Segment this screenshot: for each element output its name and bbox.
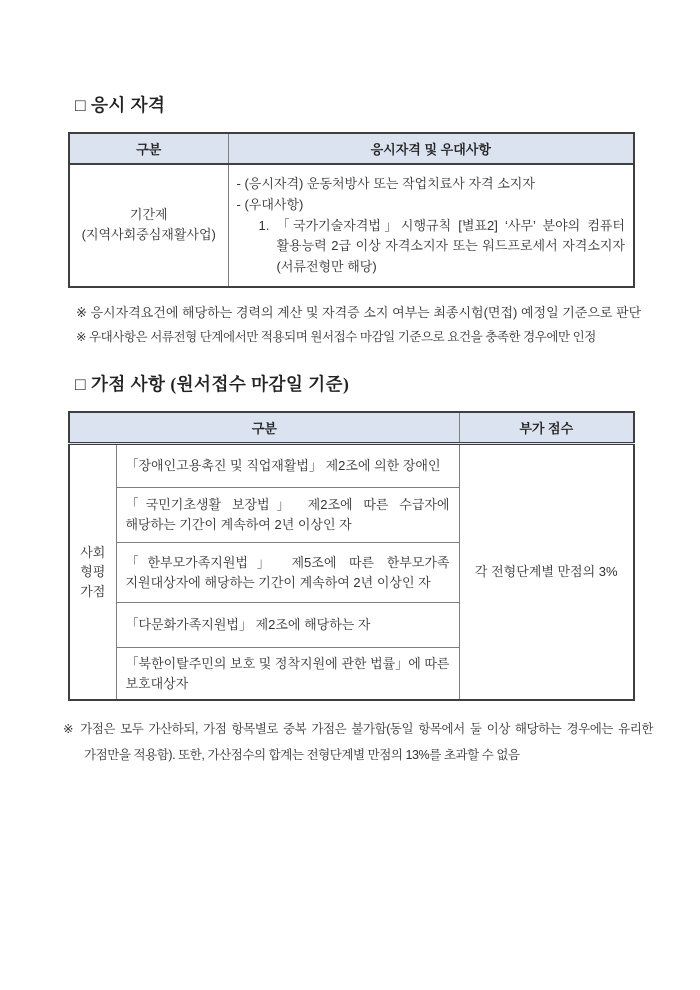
eligibility-category-cell bbox=[69, 164, 228, 287]
eligibility-note-1: ※ 응시자격요건에 해당하는 경력의 계산 및 자격증 소지 여부는 최종시험(면접) 예정일 기준으로 판단 bbox=[76, 304, 642, 320]
preference-item: 1. 「국가기술자격법」시행규칙 [별표2] ‘사무’ 분야의 컴퓨터 활용능력 2급 이상 자격소지자 또는 워드프로세서 자격소지자 (서류전형만 해당) bbox=[258, 218, 625, 274]
bonus-item-2: 「국민기초생활 보장법」 제2조에 따른 수급자에 해당하는 기간이 계속하여 2년 이상인 자 bbox=[116, 488, 459, 543]
bonus-header-category: 구분 bbox=[69, 412, 459, 444]
bonus-score-cell: 각 전형단계별 만점의 3% bbox=[459, 444, 634, 700]
group-line1: 사회 bbox=[80, 544, 106, 560]
bonus-item-5: 「북한이탈주민의 보호 및 정착지원에 관한 법률」에 따른 보호대상자 bbox=[116, 648, 459, 700]
eligibility-note-2: ※ 우대사항은 서류전형 단계에서만 적용되며 원서접수 마감일 기준으로 요건을 충족한 경우에만 인정 bbox=[76, 330, 596, 345]
group-line2: 형평 bbox=[80, 564, 106, 580]
eligibility-header-detail: 응시자격 및 우대사항 bbox=[228, 133, 634, 164]
eligibility-body-row bbox=[69, 164, 634, 287]
section-bonus bbox=[63, 371, 653, 768]
bonus-group-cell bbox=[69, 444, 116, 700]
bonus-table bbox=[68, 411, 635, 701]
bonus-note: ※ 가점은 모두 가산하되, 가점 항목별로 중복 가점은 불가함(동일 항목에서 둘 이상 해당하는 경우에는 유리한 가점만을 적용함). 또한, 가산점수의 합계는 전형단계별 만점의 13%를 초과할 수 없음 bbox=[63, 721, 653, 762]
eligibility-header-row bbox=[69, 133, 634, 164]
section-bonus-title: □ 가점 사항 (원서접수 마감일 기준) bbox=[75, 374, 350, 395]
preference-label: - (우대사항) bbox=[236, 197, 304, 213]
eligibility-detail-cell bbox=[228, 164, 634, 287]
category-line2: (지역사회중심재활사업) bbox=[81, 227, 216, 243]
group-line3: 가점 bbox=[80, 583, 106, 599]
bonus-item-4: 「다문화가족지원법」 제2조에 해당하는 자 bbox=[116, 603, 459, 648]
section-eligibility bbox=[68, 92, 642, 349]
section-eligibility-title: □ 응시 자격 bbox=[75, 95, 166, 115]
category-line1: 기간제 bbox=[129, 207, 168, 223]
bonus-header-row bbox=[69, 412, 634, 444]
bonus-item-3: 「한부모가족지원법」 제5조에 따른 한부모가족 지원대상자에 해당하는 기간이 계속하여 2년 이상인 자 bbox=[116, 543, 459, 603]
bonus-header-score: 부가 점수 bbox=[459, 412, 634, 444]
eligibility-notes bbox=[76, 300, 651, 350]
eligibility-header-category: 구분 bbox=[69, 133, 228, 164]
bonus-row-disability bbox=[69, 444, 634, 488]
eligibility-table bbox=[68, 132, 635, 288]
bonus-item-1: 「장애인고용촉진 및 직업재활법」 제2조에 의한 장애인 bbox=[116, 444, 459, 488]
qualification-line: - (응시자격) 운동처방사 또는 작업치료사 자격 소지자 bbox=[236, 176, 535, 191]
bonus-note-wrap bbox=[63, 717, 653, 768]
